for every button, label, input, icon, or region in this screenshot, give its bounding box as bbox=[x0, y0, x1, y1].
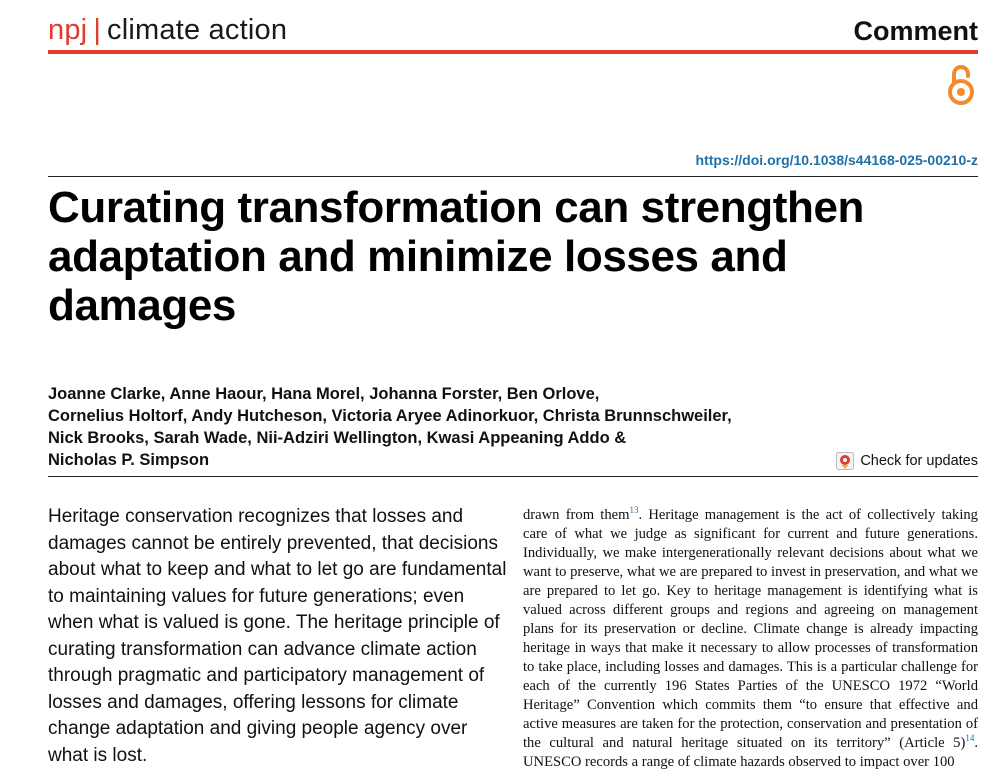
journal-header bbox=[48, 12, 978, 52]
author-line: Nicholas P. Simpson bbox=[48, 451, 210, 469]
journal-prefix: npj bbox=[48, 14, 88, 46]
doi-divider bbox=[48, 176, 978, 177]
author-line: Joanne Clarke, Anne Haour, Hana Morel, Johanna Forster, Ben Orlove, bbox=[48, 385, 600, 403]
journal-brand[interactable] bbox=[48, 12, 287, 48]
author-line: Nick Brooks, Sarah Wade, Nii-Adziri Wellington, Kwasi Appeaning Addo & bbox=[48, 429, 627, 447]
body-text-segment: . UNESCO records a range of climate hazards observed to impact over 100 bbox=[523, 735, 978, 770]
body-paragraph bbox=[523, 506, 978, 772]
authors-divider bbox=[48, 476, 978, 477]
brand-separator: | bbox=[93, 14, 102, 46]
author-line: Cornelius Holtorf, Andy Hutcheson, Victoria Aryee Adinorkuor, Christa Brunnschweiler, bbox=[48, 407, 732, 425]
body-text-segment: drawn from them bbox=[523, 507, 630, 523]
check-for-updates-label: Check for updates bbox=[860, 453, 978, 469]
article-type: Comment bbox=[853, 16, 978, 46]
check-for-updates-icon bbox=[836, 452, 854, 470]
doi-link[interactable]: https://doi.org/10.1038/s44168-025-00210-z bbox=[695, 152, 978, 168]
header-rule bbox=[48, 50, 978, 54]
check-for-updates-button[interactable] bbox=[836, 450, 978, 472]
reference-link[interactable]: 13 bbox=[629, 505, 639, 516]
body-text-segment: . Heritage management is the act of collectively taking care of what we judge as significant for current and future generations. Individually, we make intergenerationally relevant decisions about what we want to preserve, what we are prepared to invest in preservation, and what we are prepared to let go. Key to heritage management is identifying what is valued across different groups and regions and agreeing on management plans for its preservation or decline. Climate change is already impacting heritage in ways that make it necessary to allow processes of transformation to take place, including losses and damages. This is a particular challenge for each of the currently 196 States Parties of the UNESCO 1972 “World Heritage” Convention which commits them “to ensure that effective and active measures are taken for the protection, conservation and presentation of the cultural and natural heritage situated on its territory” (Article 5) bbox=[523, 507, 978, 751]
reference-link[interactable]: 14 bbox=[965, 733, 975, 744]
journal-name: climate action bbox=[107, 14, 288, 46]
author-list bbox=[48, 383, 808, 471]
open-access-icon bbox=[944, 62, 978, 108]
abstract: Heritage conservation recognizes that losses and damages cannot be entirely prevented, that decisions about what to keep and what to let go are fundamental to maintaining values for future generations; even when what is valued is gone. The heritage principle of curating transformation can advance climate action through pragmatic and participatory management of losses and damages, offering lessons for climate change adaptation and giving people agency over what is lost. bbox=[48, 506, 507, 766]
article-title: Curating transformation can strengthen adaptation and minimize losses and damages bbox=[48, 183, 864, 330]
